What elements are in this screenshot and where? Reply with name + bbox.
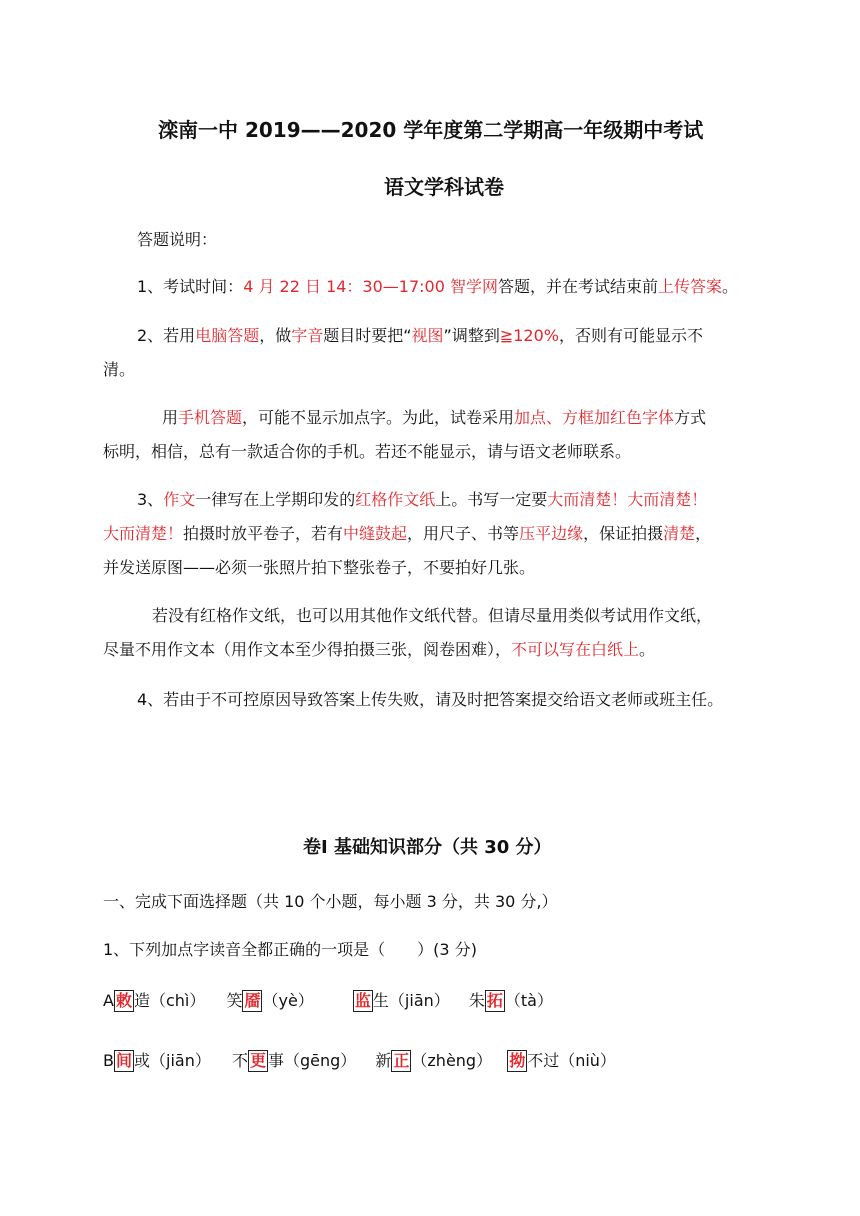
instruction-item-2: 2、若用电脑答题，做字音题目时要把“视图”调整到≧120%，否则有可能显示不 xyxy=(137,326,704,345)
instruction-item-1: 1、考试时间：4 月 22 日 14：30—17:00 智学网答题，并在考试结束前上传答案。 xyxy=(137,277,739,296)
question-1: 1、下列加点字读音全都正确的一项是（ ）(3 分) xyxy=(103,940,477,959)
instructions-heading: 答题说明： xyxy=(137,230,218,249)
option-b-char-2: 更 xyxy=(249,1051,266,1070)
exam-subtitle: 语文学科试卷 xyxy=(384,175,504,199)
option-a-char-3: 监 xyxy=(354,991,371,1010)
option-a-char-4: 拓 xyxy=(486,991,503,1010)
option-b-char-1: 间 xyxy=(115,1051,132,1070)
option-b-char-3: 正 xyxy=(393,1051,410,1070)
instruction-item-3-line-3: 并发送原图——必须一张照片拍下整张卷子，不要拍好几张。 xyxy=(103,558,536,577)
option-a-char-2: 靥 xyxy=(244,991,261,1010)
option-a[interactable]: A 敕 造（chì） 笑 靥 （yè） 监 生（jiān） 朱 拓 （tà） xyxy=(103,991,553,1010)
option-a-label: A xyxy=(103,991,114,1010)
option-b-label: B xyxy=(103,1051,114,1070)
instruction-item-3-line-1: 3、作文一律写在上学期印发的红格作文纸上。书写一定要大而清楚！大而清楚！ xyxy=(137,490,708,509)
instruction-item-3-line-2: 大而清楚！拍摄时放平卷子，若有中缝鼓起，用尺子、书等压平边缘，保证拍摄清楚， xyxy=(103,524,712,543)
phone-note-line-1: 用手机答题，可能不显示加点字。为此，试卷采用加点、方框加红色字体方式 xyxy=(162,408,707,427)
option-a-char-1: 敕 xyxy=(115,991,132,1010)
option-b[interactable]: B 间 或（jiān） 不 更 事（gēng） 新 正 （zhèng） 拗 不过（niù） xyxy=(103,1051,616,1070)
phone-note-line-2: 标明，相信，总有一款适合你的手机。若还不能显示，请与语文老师联系。 xyxy=(103,442,632,461)
paper-note-line-2: 尽量不用作文本（用作文本至少得拍摄三张，阅卷困难），不可以写在白纸上。 xyxy=(103,640,656,659)
option-b-char-4: 拗 xyxy=(509,1051,526,1070)
section-1-heading: 一、完成下面选择题（共 10 个小题，每小题 3 分，共 30 分,） xyxy=(103,892,558,911)
exam-title: 滦南一中 2019——2020 学年度第二学期高一年级期中考试 xyxy=(158,118,704,142)
instruction-item-4: 4、若由于不可控原因导致答案上传失败，请及时把答案提交给语文老师或班主任。 xyxy=(137,690,724,709)
instruction-item-2-cont: 清。 xyxy=(103,360,136,379)
part1-title: 卷Ⅰ 基础知识部分（共 30 分） xyxy=(303,837,552,858)
paper-note-line-1: 若没有红格作文纸，也可以用其他作文纸代替。但请尽量用类似考试用作文纸， xyxy=(152,606,713,625)
